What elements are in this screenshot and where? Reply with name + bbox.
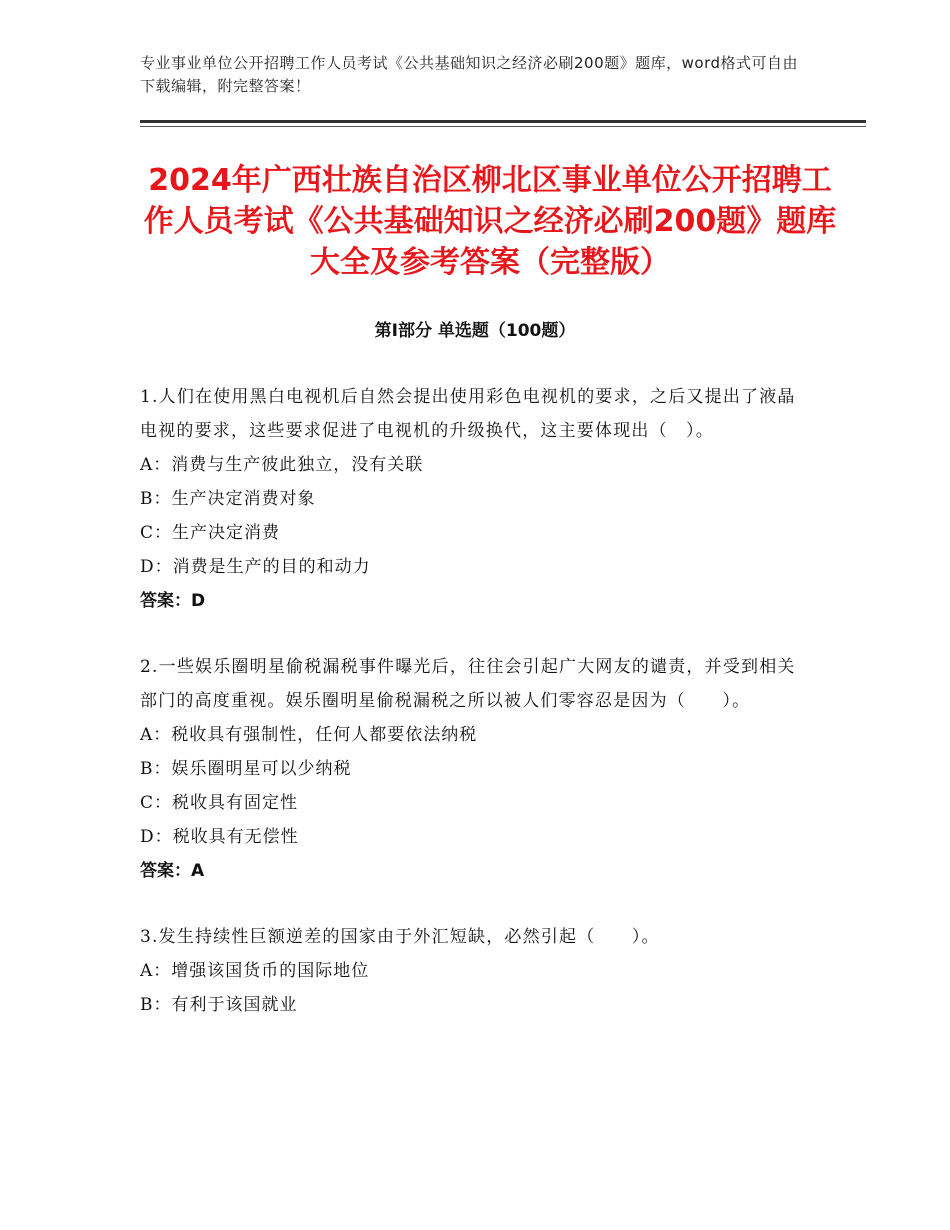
- answer-label: 答案：A: [140, 861, 205, 881]
- question-stem: 1.人们在使用黑白电视机后自然会提出使用彩色电视机的要求，之后又提出了液晶电视的要求，这些要求促进了电视机的升级换代，这主要体现出（ ）。: [140, 387, 796, 441]
- question-stem: 3.发生持续性巨额逆差的国家由于外汇短缺，必然引起（ ）。: [140, 927, 660, 947]
- header-divider-thick: [140, 120, 866, 123]
- question-2: [140, 650, 800, 888]
- document-title: 2024年广西壮族自治区柳北区事业单位公开招聘工作人员考试《公共基础知识之经济必刷200题》题库大全及参考答案（完整版）: [143, 163, 837, 280]
- question-list: [140, 380, 800, 1054]
- header-note: 专业事业单位公开招聘工作人员考试《公共基础知识之经济必刷200题》题库，word格式可自由下载编辑，附完整答案！: [140, 54, 799, 95]
- option-a: A：税收具有强制性，任何人都要依法纳税: [140, 725, 478, 745]
- question-3: [140, 920, 800, 1022]
- option-c: C：生产决定消费: [140, 523, 281, 543]
- header-divider-thin: [140, 126, 866, 127]
- answer-label: 答案：D: [140, 591, 206, 611]
- question-1: [140, 380, 800, 618]
- option-a: A：消费与生产彼此独立，没有关联: [140, 455, 424, 475]
- option-d: D：消费是生产的目的和动力: [140, 557, 371, 577]
- option-b: B：娱乐圈明星可以少纳税: [140, 759, 352, 779]
- option-b: B：有利于该国就业: [140, 995, 298, 1015]
- option-d: D：税收具有无偿性: [140, 827, 299, 847]
- option-b: B：生产决定消费对象: [140, 489, 316, 509]
- option-a: A：增强该国货币的国际地位: [140, 961, 370, 981]
- option-c: C：税收具有固定性: [140, 793, 299, 813]
- section-title: 第Ⅰ部分 单选题（100题）: [374, 321, 576, 341]
- question-stem: 2.一些娱乐圈明星偷税漏税事件曝光后，往往会引起广大网友的谴责，并受到相关部门的高度重视。娱乐圈明星偷税漏税之所以被人们零容忍是因为（ ）。: [140, 657, 796, 711]
